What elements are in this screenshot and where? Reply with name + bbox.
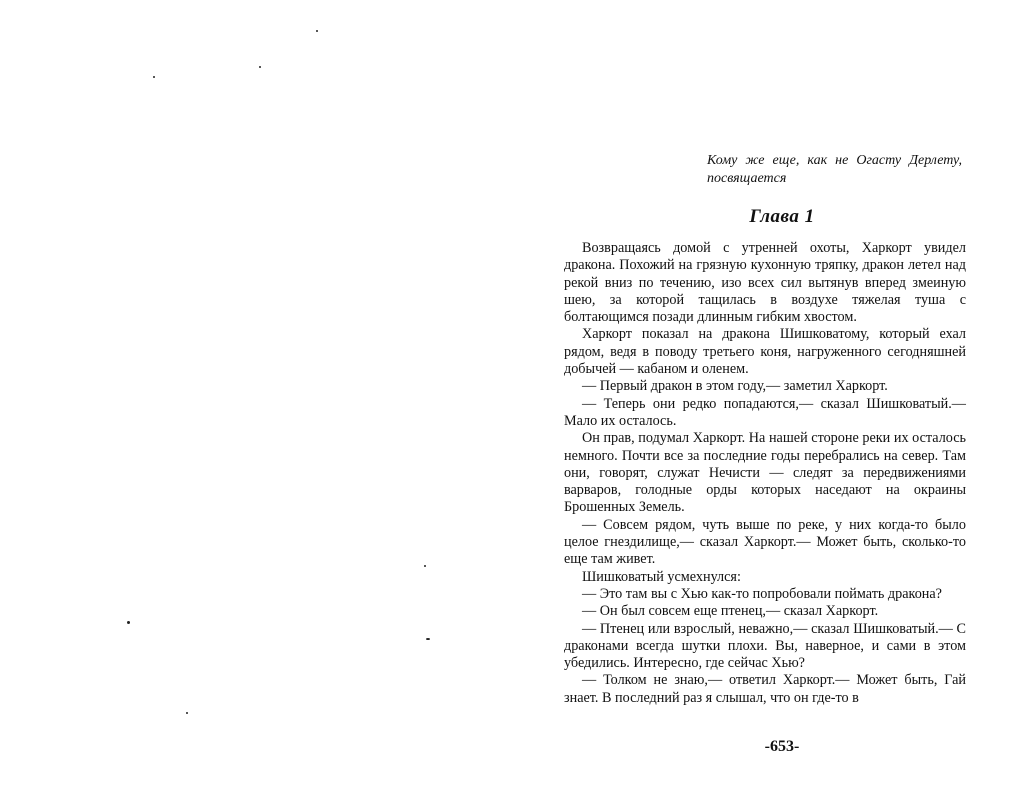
print-speck (259, 66, 261, 68)
paragraph: Он прав, подумал Харкорт. На нашей стороне реки их осталось немного. Почти все за последние годы перебрались на север. Там они, говорят, служат Нечисти — следят за передвижениями варваров, голодные орды которых наседают на окраины Брошенных Земель. (564, 430, 966, 516)
print-speck (127, 621, 130, 624)
paragraph: — Он был совсем еще птенец,— сказал Харкорт. (582, 603, 879, 620)
paragraph: — Это там вы с Хью как-то попробовали поймать дракона? (582, 585, 942, 602)
left-page (0, 0, 510, 800)
paragraph: — Совсем рядом, чуть выше по реке, у них когда-то было целое гнездилище,— сказал Харкорт.— Может быть, сколько-то еще там живет. (564, 516, 966, 568)
chapter-body (564, 240, 966, 707)
paragraph: — Толком не знаю,— ответил Харкорт.— Может быть, Гай знает. В последний раз я слышал, что он где-то в (564, 672, 966, 706)
paragraph: — Птенец или взрослый, неважно,— сказал Шишковатый.— С драконами всегда шутки плохи. Вы, наверное, и сами в этом убедились. Интересно, где сейчас Хью? (564, 620, 966, 672)
print-speck (186, 712, 188, 714)
print-speck (316, 30, 318, 32)
paragraph: — Первый дракон в этом году,— заметил Харкорт. (582, 378, 888, 395)
print-speck (424, 565, 426, 567)
paragraph: — Теперь они редко попадаются,— сказал Шишковатый.— Мало их осталось. (564, 395, 966, 429)
chapter-title: Глава 1 (749, 206, 815, 227)
right-page (512, 0, 1024, 800)
paragraph: Возвращаясь домой с утренней охоты, Харкорт увидел дракона. Похожий на грязную кухонную тряпку, дракон летел над рекой вниз по течению, изо всех сил вытянув вперед змеиную шею, за которой тащилась в воздухе тяжелая туша с болтающимся позади длинным гибким хвостом. (564, 240, 966, 326)
page-number: -653- (764, 738, 800, 755)
paragraph: Шишковатый усмехнулся: (582, 568, 741, 585)
print-speck (153, 76, 155, 78)
dedication: Кому же еще, как не Огасту Дерлету, посвящается (707, 153, 962, 186)
paragraph: Харкорт показал на дракона Шишковатому, который ехал рядом, ведя в поводу третьего коня, нагруженного сегодняшней добычей — кабаном и оленем. (564, 326, 966, 378)
print-speck (426, 638, 430, 640)
